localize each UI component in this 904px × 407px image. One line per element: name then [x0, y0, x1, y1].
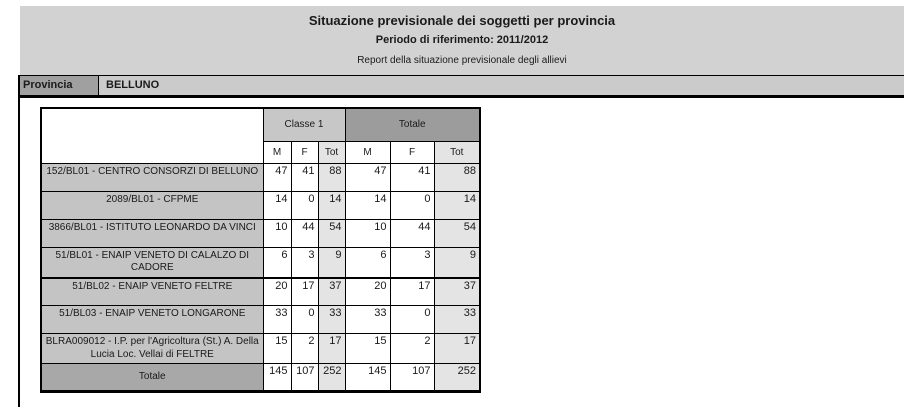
- totale-tot: 14: [434, 191, 480, 219]
- classe1-f: 17: [291, 278, 318, 306]
- classe1-tot: 9: [318, 247, 345, 278]
- subheader-classe1-f: F: [291, 141, 318, 163]
- left-frame-line: [18, 75, 20, 407]
- classe1-m: 20: [263, 278, 291, 306]
- classe1-m: 6: [263, 247, 291, 278]
- report-subtitle: Report della situazione previsionale degli allievi: [357, 55, 567, 66]
- subheader-totale-m: M: [345, 141, 390, 163]
- classe1-tot: 252: [318, 364, 345, 392]
- province-bar: [18, 75, 904, 98]
- report-header-band: [20, 6, 904, 75]
- report-table-body: [41, 163, 480, 392]
- totale-f: 0: [390, 191, 434, 219]
- subheader-classe1-tot: Tot: [318, 141, 345, 163]
- school-label: 51/BL03 - ENAIP VENETO LONGARONE: [41, 306, 263, 334]
- subheader-totale-tot: Tot: [434, 141, 480, 163]
- corner-cell: [41, 108, 263, 163]
- table-row: [41, 163, 480, 191]
- totale-f: 0: [390, 306, 434, 334]
- subheader-totale-f: F: [390, 141, 434, 163]
- totale-m: 20: [345, 278, 390, 306]
- classe1-tot: 17: [318, 334, 345, 364]
- totale-tot: 33: [434, 306, 480, 334]
- totale-f: 107: [390, 364, 434, 392]
- totale-tot: 54: [434, 219, 480, 247]
- classe1-f: 0: [291, 306, 318, 334]
- totale-f: 3: [390, 247, 434, 278]
- province-value: BELLUNO: [106, 79, 160, 91]
- totale-m: 33: [345, 306, 390, 334]
- totale-f: 2: [390, 334, 434, 364]
- school-label: 51/BL02 - ENAIP VENETO FELTRE: [41, 278, 263, 306]
- table-row: [41, 334, 480, 364]
- table-row: [41, 306, 480, 334]
- total-row: [41, 364, 480, 392]
- totale-tot: 88: [434, 163, 480, 191]
- group-header-classe1: Classe 1: [263, 108, 345, 141]
- period-subtitle: Periodo di riferimento: 2011/2012: [375, 34, 549, 46]
- totale-f: 44: [390, 219, 434, 247]
- classe1-f: 0: [291, 191, 318, 219]
- totale-m: 10: [345, 219, 390, 247]
- totale-tot: 252: [434, 364, 480, 392]
- totale-f: 17: [390, 278, 434, 306]
- total-label: Totale: [41, 364, 263, 392]
- classe1-tot: 88: [318, 163, 345, 191]
- table-row: [41, 278, 480, 306]
- totale-tot: 9: [434, 247, 480, 278]
- page-title: Situazione previsionale dei soggetti per provincia: [308, 13, 616, 28]
- totale-m: 14: [345, 191, 390, 219]
- classe1-m: 15: [263, 334, 291, 364]
- totale-m: 145: [345, 364, 390, 392]
- classe1-f: 3: [291, 247, 318, 278]
- group-header-row: [41, 108, 480, 141]
- classe1-tot: 54: [318, 219, 345, 247]
- classe1-f: 41: [291, 163, 318, 191]
- totale-m: 47: [345, 163, 390, 191]
- classe1-m: 145: [263, 364, 291, 392]
- classe1-tot: 33: [318, 306, 345, 334]
- group-header-totale: Totale: [345, 108, 480, 141]
- province-label: Provincia: [18, 76, 99, 95]
- school-label: 51/BL01 - ENAIP VENETO DI CALALZO DI CADORE: [41, 247, 263, 278]
- classe1-m: 10: [263, 219, 291, 247]
- subheader-classe1-m: M: [263, 141, 291, 163]
- report-table: [40, 107, 481, 393]
- table-row: [41, 191, 480, 219]
- classe1-f: 44: [291, 219, 318, 247]
- classe1-f: 107: [291, 364, 318, 392]
- classe1-m: 33: [263, 306, 291, 334]
- totale-m: 15: [345, 334, 390, 364]
- table-row: [41, 247, 480, 278]
- classe1-m: 14: [263, 191, 291, 219]
- classe1-tot: 14: [318, 191, 345, 219]
- classe1-m: 47: [263, 163, 291, 191]
- totale-m: 6: [345, 247, 390, 278]
- school-label: 3866/BL01 - ISTITUTO LEONARDO DA VINCI: [41, 219, 263, 247]
- classe1-f: 2: [291, 334, 318, 364]
- totale-f: 41: [390, 163, 434, 191]
- school-label: BLRA009012 - I.P. per l'Agricoltura (St.) A. Della Lucia Loc. Vellai di FELTRE: [41, 334, 263, 364]
- classe1-tot: 37: [318, 278, 345, 306]
- school-label: 152/BL01 - CENTRO CONSORZI DI BELLUNO: [41, 163, 263, 191]
- totale-tot: 37: [434, 278, 480, 306]
- table-row: [41, 219, 480, 247]
- totale-tot: 17: [434, 334, 480, 364]
- school-label: 2089/BL01 - CFPME: [41, 191, 263, 219]
